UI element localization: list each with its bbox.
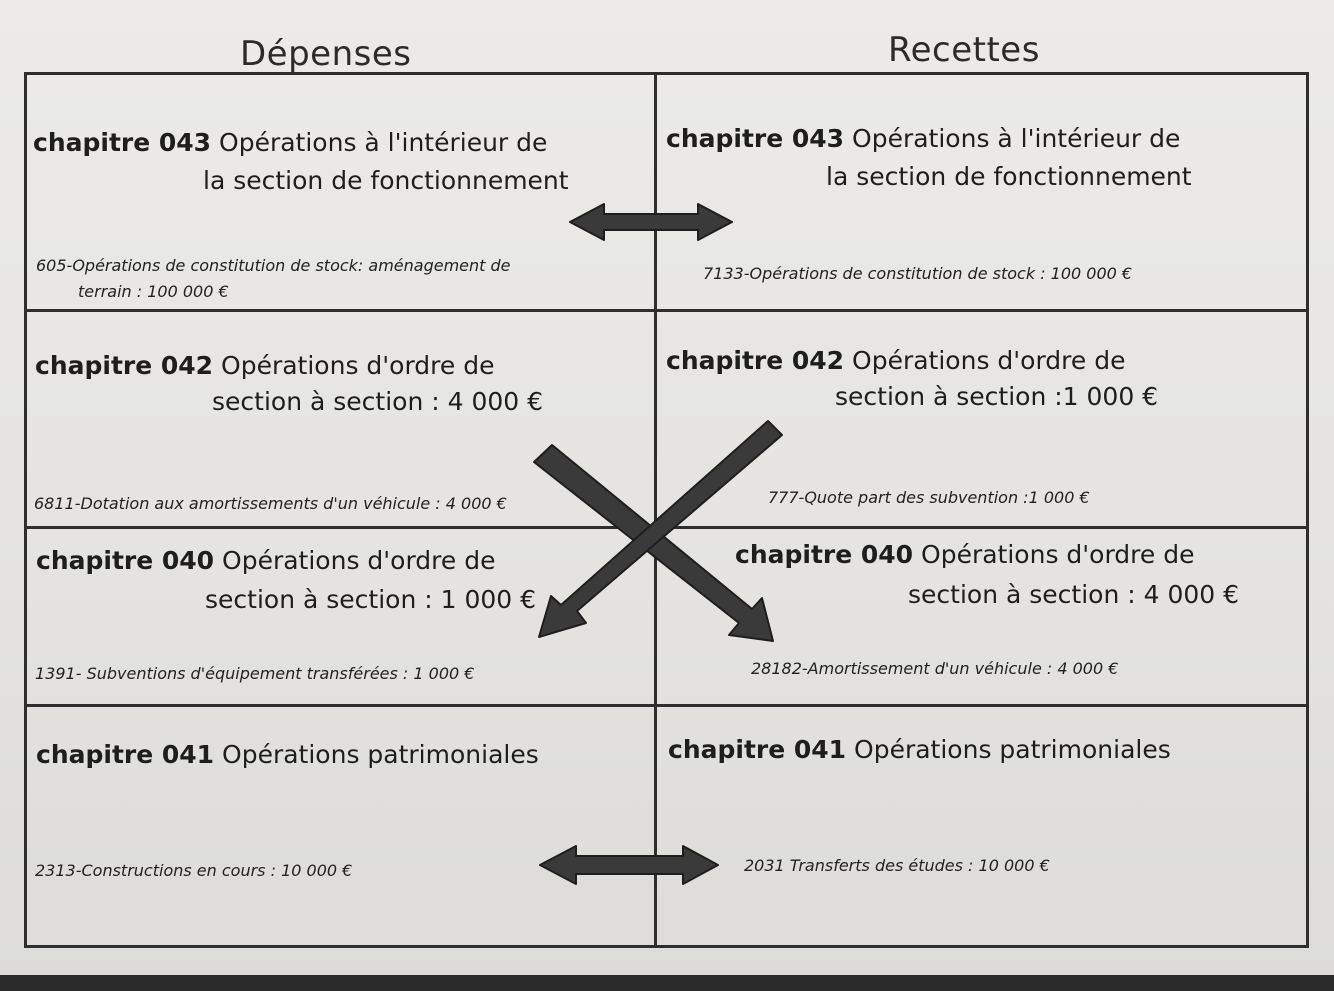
title-line2: section à section : 1 000 €	[205, 585, 537, 614]
title-line2: section à section : 4 000 €	[212, 387, 544, 416]
chapter-label: chapitre 040	[36, 546, 215, 575]
title-line1: Opérations d'ordre de	[221, 351, 495, 380]
title-line1: Opérations patrimoniales	[854, 735, 1171, 764]
title-line2: la section de fonctionnement	[826, 162, 1192, 191]
row2-right-account: 777-Quote part des subvention :1 000 €	[768, 488, 1090, 507]
row3-right-account: 28182-Amortissement d'un véhicule : 4 000 €	[751, 659, 1119, 678]
double-arrow-icon	[540, 846, 718, 884]
chapter-label: chapitre 042	[35, 351, 214, 380]
title-line2: section à section : 4 000 €	[908, 580, 1240, 609]
title-line1: Opérations d'ordre de	[222, 546, 496, 575]
title-line2: section à section :1 000 €	[835, 382, 1159, 411]
row4-right-account: 2031 Transferts des études : 10 000 €	[744, 856, 1050, 875]
row3-left-account: 1391- Subventions d'équipement transférées : 1 000 €	[35, 664, 475, 683]
title-line1: Opérations à l'intérieur de	[852, 124, 1181, 153]
title-line1: Opérations d'ordre de	[852, 346, 1126, 375]
row1-right-account: 7133-Opérations de constitution de stock : 100 000 €	[703, 264, 1133, 283]
account-line1: 605-Opérations de constitution de stock: aménagement de	[36, 256, 511, 275]
title-line2: la section de fonctionnement	[203, 166, 569, 195]
header-depenses: Dépenses	[240, 34, 412, 74]
chapter-label: chapitre 043	[33, 128, 212, 157]
chapter-label: chapitre 041	[668, 735, 847, 764]
header-recettes: Recettes	[888, 30, 1040, 70]
row2-left-account: 6811-Dotation aux amortissements d'un véhicule : 4 000 €	[34, 494, 507, 513]
account-line2: terrain : 100 000 €	[78, 282, 229, 301]
title-line1: Opérations patrimoniales	[222, 740, 539, 769]
chapter-label: chapitre 040	[735, 540, 914, 569]
title-line1: Opérations d'ordre de	[921, 540, 1195, 569]
chapter-label: chapitre 041	[36, 740, 215, 769]
title-line1: Opérations à l'intérieur de	[219, 128, 548, 157]
row4-left-account: 2313-Constructions en cours : 10 000 €	[35, 861, 353, 880]
double-arrow-icon	[570, 204, 732, 240]
chapter-label: chapitre 042	[666, 346, 845, 375]
chapter-label: chapitre 043	[666, 124, 845, 153]
